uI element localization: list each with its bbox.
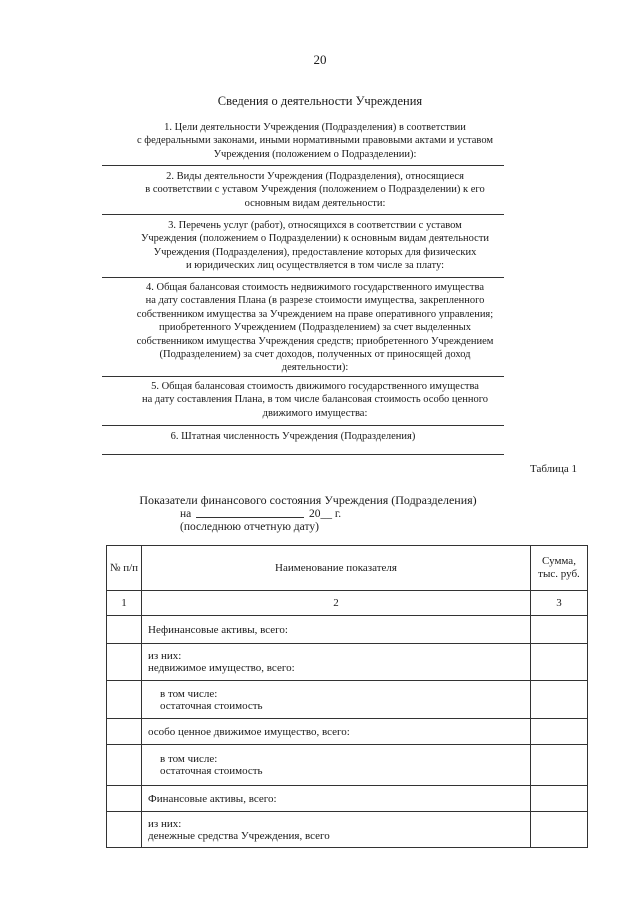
section-line: приобретенного Учреждением (Подразделением) за счет выделенных bbox=[158, 322, 471, 334]
row-line: Финансовые активы, всего: bbox=[148, 792, 277, 805]
table-row bbox=[107, 681, 588, 719]
financial-title: Показатели финансового состояния Учреждения (Подразделения) bbox=[139, 493, 477, 507]
row-sum-cell bbox=[531, 616, 588, 644]
table-row bbox=[107, 745, 588, 786]
row-num-cell bbox=[107, 681, 142, 719]
section-line: основным видам деятельности: bbox=[244, 197, 386, 209]
header-sum-text: Сумма, тыс. руб. bbox=[538, 555, 580, 580]
row-num-cell bbox=[107, 616, 142, 644]
section-line: Учреждения (положением о Подразделении): bbox=[213, 148, 417, 160]
table-row bbox=[107, 786, 588, 812]
row-name-cell bbox=[142, 681, 531, 719]
section-line: на дату составления Плана, в том числе балансовая стоимость особо ценного bbox=[142, 394, 488, 406]
fill-line bbox=[102, 165, 504, 166]
row-num-cell bbox=[107, 812, 142, 848]
table-label: Таблица 1 bbox=[530, 463, 578, 475]
row-sum-cell bbox=[531, 812, 588, 848]
page-number: 20 bbox=[313, 52, 327, 67]
fill-line bbox=[102, 277, 504, 278]
table-header-row bbox=[107, 546, 588, 591]
date-blank bbox=[196, 517, 304, 518]
section-line: 6. Штатная численность Учреждения (Подразделения) bbox=[170, 431, 416, 442]
row-line: в том числе: bbox=[160, 687, 218, 700]
section-line: с федеральными законами, иными нормативными правовыми актами и уставом bbox=[136, 135, 494, 147]
numbering-cell: 1 bbox=[107, 591, 142, 616]
page-title: Сведения о деятельности Учреждения bbox=[217, 94, 423, 108]
row-line: остаточная стоимость bbox=[160, 765, 263, 777]
fill-line bbox=[102, 214, 504, 215]
section-4 bbox=[100, 281, 530, 375]
section-line: 4. Общая балансовая стоимость недвижимого государственного имущества bbox=[145, 282, 484, 293]
row-line: в том числе: bbox=[160, 753, 218, 765]
row-line: Нефинансовые активы, всего: bbox=[148, 623, 288, 636]
date-year: 20__ г. bbox=[309, 508, 342, 520]
row-line: из них: bbox=[148, 817, 182, 830]
section-1 bbox=[100, 121, 530, 161]
row-sum-cell bbox=[531, 644, 588, 681]
row-name-cell bbox=[142, 644, 531, 681]
numbering-cell: 2 bbox=[142, 591, 531, 616]
row-line: недвижимое имущество, всего: bbox=[148, 662, 295, 674]
row-sum-cell bbox=[531, 745, 588, 786]
row-line: остаточная стоимость bbox=[160, 699, 263, 712]
row-line: особо ценное движимое имущество, всего: bbox=[148, 725, 350, 738]
row-name-cell bbox=[142, 616, 531, 644]
row-num-cell bbox=[107, 786, 142, 812]
section-line: движимого имущества: bbox=[262, 407, 368, 419]
row-line: из них: bbox=[148, 650, 182, 662]
row-sum-cell bbox=[531, 786, 588, 812]
numbering-cell: 3 bbox=[531, 591, 588, 616]
header-num-text: № п/п bbox=[109, 561, 139, 574]
section-line: и юридических лиц осуществляется в том числе за плату: bbox=[186, 260, 444, 272]
row-name-cell bbox=[142, 719, 531, 745]
section-2 bbox=[100, 170, 530, 210]
section-line: деятельности): bbox=[281, 362, 349, 374]
section-5 bbox=[100, 380, 530, 420]
section-line: (Подразделением) за счет доходов, полученных от приносящей доход bbox=[159, 349, 471, 361]
row-num-cell bbox=[107, 644, 142, 681]
section-3 bbox=[100, 219, 530, 273]
table-row bbox=[107, 812, 588, 848]
table-numbering-row bbox=[107, 591, 588, 616]
section-line: Учреждения (положением о Подразделении) к основным видам деятельности bbox=[140, 233, 490, 245]
section-line: 1. Цели деятельности Учреждения (Подразделения) в соответствии bbox=[164, 122, 466, 133]
financial-table bbox=[106, 545, 588, 848]
row-line: денежные средства Учреждения, всего bbox=[148, 829, 330, 842]
fill-line bbox=[102, 454, 504, 455]
row-sum-cell bbox=[531, 681, 588, 719]
section-line: собственником имущества Учреждения средств; приобретенного Учреждением bbox=[136, 335, 494, 347]
section-line: Учреждения (Подразделения), предоставление которых для физических bbox=[153, 246, 477, 258]
row-name-cell bbox=[142, 745, 531, 786]
row-num-cell bbox=[107, 719, 142, 745]
section-line: 3. Перечень услуг (работ), относящихся в соответствии с уставом bbox=[168, 220, 462, 231]
row-sum-cell bbox=[531, 719, 588, 745]
financial-date-note: (последнюю отчетную дату) bbox=[180, 521, 319, 533]
section-6 bbox=[78, 430, 508, 443]
header-name: Наименование показателя bbox=[142, 546, 531, 591]
section-line: на дату составления Плана (в разрезе стоимости имущества, закрепленного bbox=[145, 295, 485, 307]
financial-date-line bbox=[180, 508, 341, 520]
date-prefix: на bbox=[180, 508, 192, 520]
row-name-cell bbox=[142, 812, 531, 848]
table-row bbox=[107, 719, 588, 745]
section-line: 5. Общая балансовая стоимость движимого государственного имущества bbox=[151, 381, 479, 392]
header-sum bbox=[531, 546, 588, 591]
section-line: собственником имущества за Учреждением на праве оперативного управления; bbox=[136, 308, 494, 320]
fill-line bbox=[102, 376, 504, 377]
table-row bbox=[107, 644, 588, 681]
fill-line bbox=[102, 425, 504, 426]
table-row bbox=[107, 616, 588, 644]
header-num bbox=[107, 546, 142, 591]
row-num-cell bbox=[107, 745, 142, 786]
section-line: в соответствии с уставом Учреждения (положением о Подразделении) к его bbox=[145, 184, 485, 196]
row-name-cell bbox=[142, 786, 531, 812]
section-line: 2. Виды деятельности Учреждения (Подразделения), относящиеся bbox=[166, 171, 464, 182]
